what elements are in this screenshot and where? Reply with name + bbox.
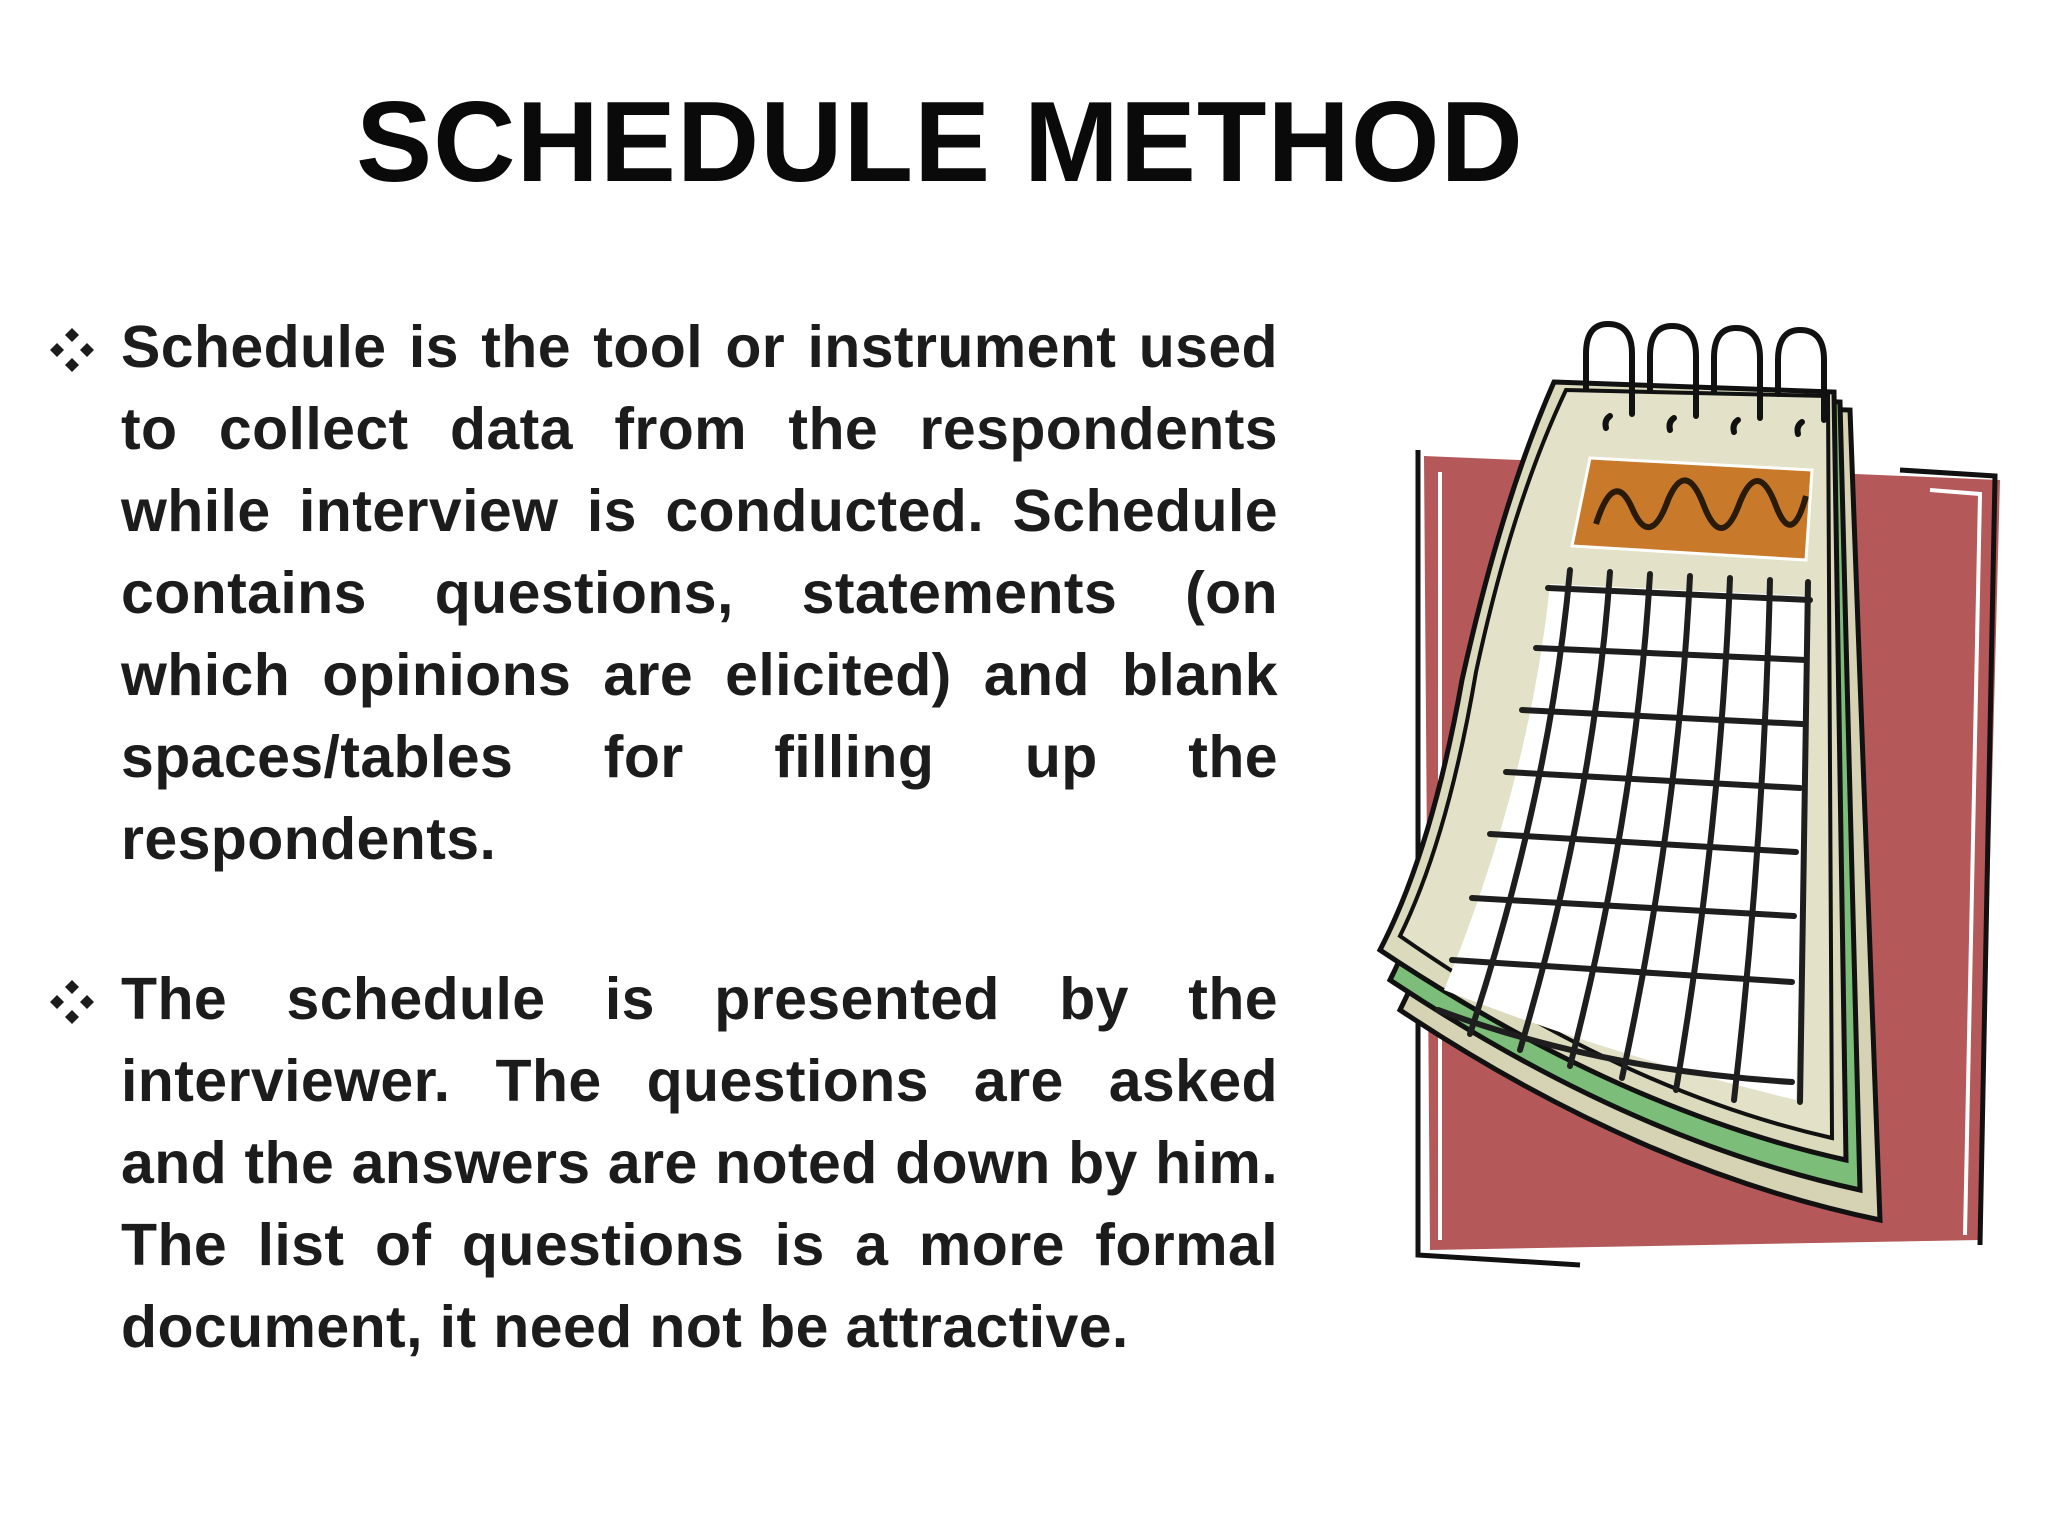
diamond-bullet-icon bbox=[46, 324, 98, 376]
calendar-icon bbox=[1340, 310, 2020, 1300]
bullet-text: Schedule is the tool or instrument used to collect data from the respondents while interview is conducted. Schedule contains questions, statements (on which opinions are elicited) and blank spaces/tables for filling up the respondents. bbox=[121, 314, 1278, 872]
bullet-list bbox=[46, 306, 1278, 1368]
calendar-header-band bbox=[1572, 458, 1812, 560]
bullet-text: The schedule is presented by the interviewer. The questions are asked and the answers are noted down by him. The list of questions is a more formal document, it need not be attractive. bbox=[121, 966, 1278, 1360]
diamond-bullet-icon bbox=[46, 976, 98, 1028]
slide-title: SCHEDULE METHOD bbox=[356, 79, 1524, 206]
bullet-item bbox=[46, 958, 1278, 1368]
bullet-item bbox=[46, 306, 1278, 880]
